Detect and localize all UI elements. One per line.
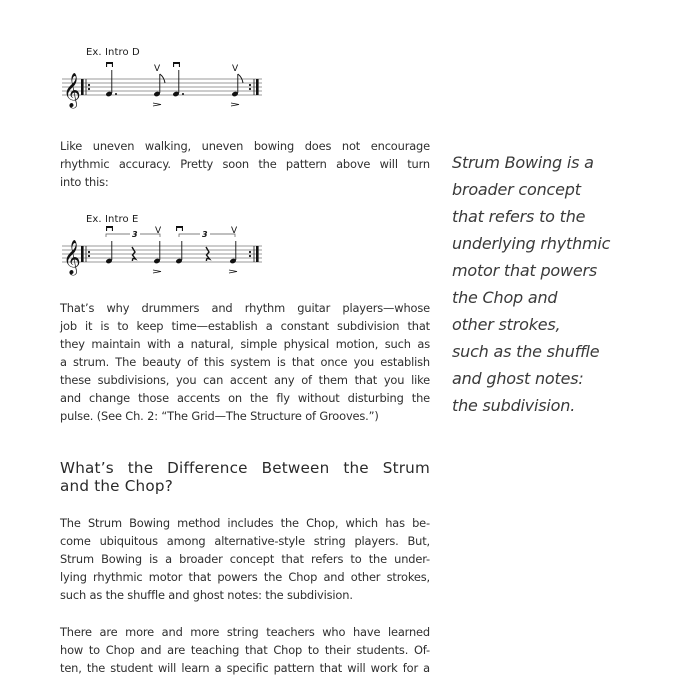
- pull-quote-line: and ghost notes:: [452, 369, 584, 388]
- pull-quote-line: that refers to the: [452, 207, 586, 226]
- note-eighth: [153, 74, 165, 97]
- pull-quote-line: motor that powers: [452, 261, 598, 280]
- text-line: Strum Bowing is a broader concept that refers to the under-: [60, 552, 430, 566]
- text-line: job it is to keep time—establish a constant subdivision that: [60, 319, 430, 333]
- pull-quote-line: broader concept: [452, 180, 581, 199]
- treble-clef-icon: 𝄞: [63, 240, 81, 275]
- text-line: pulse. (See Ch. 2: “The Grid—The Structure of Grooves.”): [60, 409, 379, 423]
- text-line: The Strum Bowing method includes the Chop, which has be-: [60, 516, 430, 530]
- music-staff-intro-e: [60, 225, 270, 285]
- example-label-intro-d: Ex. Intro D: [86, 47, 140, 58]
- down-bow-icon: [106, 62, 113, 67]
- down-bow-icon: [176, 226, 183, 231]
- text-line: There are more and more string teachers who have learned: [60, 625, 430, 639]
- pull-quote-line: the Chop and: [452, 288, 558, 307]
- up-bow-icon: V: [231, 226, 238, 236]
- up-bow-icon: V: [232, 64, 239, 74]
- text-line: rhythmic accuracy. Pretty soon the pattern above will turn: [60, 157, 430, 171]
- section-heading: [60, 459, 430, 495]
- text-line: Like uneven walking, uneven bowing does not encourage: [60, 139, 430, 153]
- down-bow-icon: [173, 62, 180, 67]
- text-line: come ubiquitous among alternative-style string players. But,: [60, 534, 430, 548]
- pull-quote-line: underlying rhythmic: [452, 234, 611, 253]
- accent-icon: [229, 270, 237, 273]
- note-dotted-quarter: [105, 70, 117, 97]
- heading-line: What’s the Difference Between the Strum: [60, 459, 430, 477]
- note-eighth: [231, 74, 243, 97]
- heading-line: and the Chop?: [60, 477, 173, 495]
- tuplet-number: 3: [202, 230, 208, 239]
- text-line: these subdivisions, you can accent any of them that you like: [60, 373, 430, 387]
- text-line: such as the shuffle and ghost notes: the subdivision.: [60, 588, 353, 602]
- text-line: and change those accents on the fly without disturbing the: [60, 391, 430, 405]
- text-line: That’s why drummers and rhythm guitar players—whose: [60, 301, 430, 315]
- up-bow-icon: V: [155, 226, 162, 236]
- pull-quote-line: Strum Bowing is a: [452, 153, 594, 172]
- accent-icon: [231, 103, 239, 106]
- text-line: into this:: [60, 175, 109, 189]
- accent-icon: [153, 103, 161, 106]
- body-paragraph-4: [60, 623, 430, 677]
- example-label-intro-e: Ex. Intro E: [86, 214, 139, 225]
- down-bow-icon: [106, 226, 113, 231]
- pull-quote: [452, 149, 652, 419]
- note-dotted-quarter: [172, 70, 184, 97]
- pull-quote-line: such as the shuffle: [452, 342, 600, 361]
- note-quarter: [105, 241, 112, 264]
- pull-quote-line: the subdivision.: [452, 396, 576, 415]
- text-line: they maintain with a natural, simple physical motion, such as: [60, 337, 430, 351]
- note-quarter: [229, 241, 236, 264]
- up-bow-icon: V: [154, 64, 161, 74]
- note-quarter: [175, 241, 182, 264]
- body-paragraph-2: [60, 299, 430, 425]
- text-line: how to Chop and are teaching that Chop to their students. Of-: [60, 643, 430, 657]
- text-line: ten, the student will learn a specific pattern that will work for a: [60, 661, 430, 675]
- text-line: a strum. The beauty of this system is that once you establish: [60, 355, 430, 369]
- tuplet-number: 3: [132, 230, 138, 239]
- body-paragraph-1: [60, 137, 430, 191]
- accent-icon: [153, 270, 161, 273]
- text-line: lying rhythmic motor that powers the Chop and other strokes,: [60, 570, 430, 584]
- music-staff-intro-d: [60, 58, 270, 118]
- pull-quote-line: other strokes,: [452, 315, 561, 334]
- treble-clef-icon: 𝄞: [63, 73, 81, 108]
- note-quarter: [153, 241, 160, 264]
- body-paragraph-3: [60, 514, 430, 604]
- staff-lines: [62, 79, 262, 95]
